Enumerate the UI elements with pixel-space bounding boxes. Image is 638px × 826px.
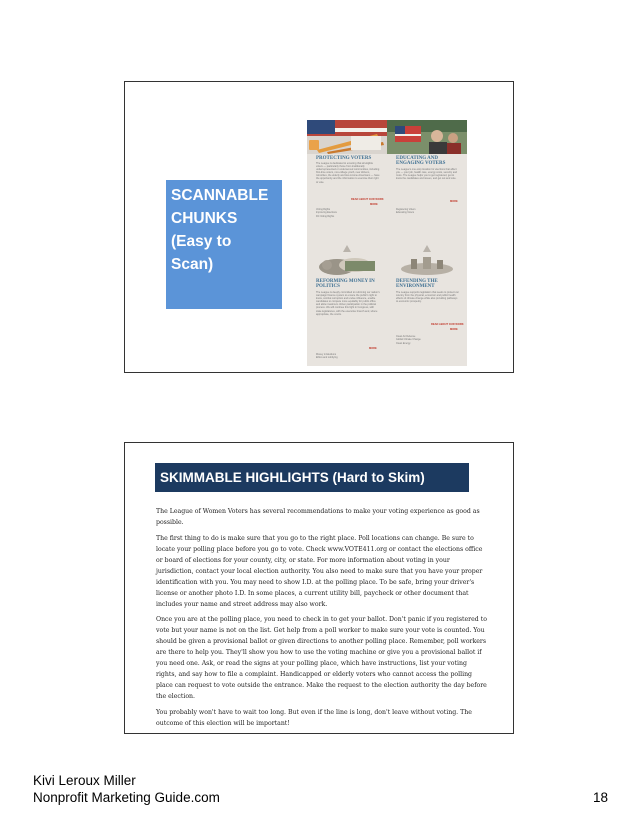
bullet-item[interactable]: Clean Energy: [396, 341, 411, 345]
infographic-section-protecting-voters: [307, 120, 387, 243]
money-image: [307, 243, 387, 277]
more-link[interactable]: MORE: [450, 200, 458, 203]
ballot-pencils-image: [307, 120, 387, 154]
slide-skimmable-highlights: [124, 442, 514, 734]
paragraph: The League of Women Voters has several recommendations to make your voting experience as good as possible.: [156, 508, 480, 526]
bullet-item[interactable]: Clean Air Defense: [396, 335, 416, 338]
bullet-item[interactable]: Money in Elections: [316, 353, 337, 356]
label-line: SCANNABLE: [171, 187, 269, 204]
section-bullets: [396, 208, 416, 215]
bullet-item[interactable]: Educating Voters: [396, 211, 415, 215]
section-bullets: [396, 335, 421, 345]
infographic-section-educating-voters: [387, 120, 467, 243]
section-bullets: [316, 353, 338, 360]
label-line: Scan): [171, 256, 214, 273]
body-text: [156, 506, 487, 733]
section-text: The League's one-stop location for elections that affect you — your job, health care, energy costs, security and more. The League helps you to get registered, get to know the candidates and issues, and get out and vote.: [396, 168, 458, 181]
footer-author: [33, 772, 220, 806]
section-text: The League is deeply committed to reforming our nation's campaign finance system to ensure the public's right to know, combat corruption and undue influence, enable candidates to compete more equitably for public office and allow maximum citizen participation in the political process. We will continue this fight in Congress, with state legislatures, with the executive branch and, where appropriate, the courts.: [316, 291, 380, 316]
paragraph: You probably won't have to wait too long. But even if the line is long, don't leave without voting. The outcome of this election will be important!: [156, 708, 472, 727]
section-title: DEFENDING THE ENVIRONMENT: [396, 279, 438, 289]
section-title: EDUCATING AND ENGAGING VOTERS: [396, 156, 446, 166]
bullet-item[interactable]: Improving Elections: [316, 211, 337, 215]
section-text: The League is dedicated to ensuring that all eligible voters — particularly those from traditionally underrepresented or underserved communities, including first-time voters, non-college youth, new citizens, minorities, the elderly and low-income Americans — have the opportunity and the information to exercise their right to vote.: [316, 162, 380, 184]
bullet-item[interactable]: Registering Voters: [396, 208, 416, 211]
section-title: PROTECTING VOTERS: [316, 156, 372, 161]
more-link[interactable]: MORE: [450, 328, 458, 331]
author-name: Kivi Leroux Miller: [33, 773, 136, 788]
paragraph: Once you are at the polling place, you need to check in to get your ballot. Don't panic if you registered to vote but your name is not on the list. Get help from a poll worker to make sure your vote is counted. You should be given a provisional ballot or given directions to another polling place. Remember, poll workers are there to help you. They'll show you how to use the voting machine or give you a provisional ballot if you need one. Ask, or read the signs at your polling place, which have instructions, list your voting rights, and say how to file a complaint. Handicapped or elderly voters who cannot access the polling place can request to vote outside the entrance. Make the request to the election authority the day before the election.: [156, 616, 487, 700]
more-link[interactable]: MORE: [370, 203, 378, 206]
website-name: Nonprofit Marketing Guide.com: [33, 790, 220, 805]
read-more-link[interactable]: READ ABOUT OUR WORK: [351, 198, 384, 201]
infographic-section-money-in-politics: [307, 243, 387, 366]
bullet-item[interactable]: Ethics and Lobbying: [316, 356, 338, 360]
infographic-screenshot: [307, 120, 467, 366]
voters-flag-image: [387, 120, 467, 154]
environment-image: [387, 243, 467, 277]
slide-scannable-chunks: [124, 81, 514, 373]
paragraph: The first thing to do is make sure that you go to the right place. Poll locations can change. Be sure to locate your polling place before you go to vote. Check www.VOTE411.org or contact the elections office or board of elections for your county, city, or state. For more information about voting in your jurisdiction, contact your local election authority. You also need to make sure that you have your proper identification with you. You may need to show I.D. at the polling place. To be safe, bring your driver's license or another photo I.D. In some places, a current utility bill, paycheck or other document that includes your name and street address may also work.: [156, 534, 483, 608]
section-text: The League supports legislation that seeks to protect our country from the physical, economic and public health effects of climate change while also providing pathways to economic prosperity.: [396, 291, 459, 304]
bullet-item[interactable]: Global Climate Change: [396, 338, 421, 342]
label-line: (Easy to: [171, 233, 232, 250]
infographic-section-environment: [387, 243, 467, 366]
bullet-item[interactable]: DC Voting Rights: [316, 214, 335, 218]
section-title: REFORMING MONEY IN POLITICS: [316, 279, 375, 289]
scannable-chunks-label: [166, 180, 282, 309]
bullet-item[interactable]: Voting Rights: [316, 208, 331, 211]
read-more-link[interactable]: READ ABOUT OUR WORK: [431, 323, 464, 326]
page-number: 18: [592, 790, 608, 805]
label-line: CHUNKS: [171, 210, 238, 227]
more-link[interactable]: MORE: [369, 347, 377, 350]
section-bullets: [316, 208, 337, 218]
slide-heading: SKIMMABLE HIGHLIGHTS (Hard to Skim): [155, 463, 469, 492]
